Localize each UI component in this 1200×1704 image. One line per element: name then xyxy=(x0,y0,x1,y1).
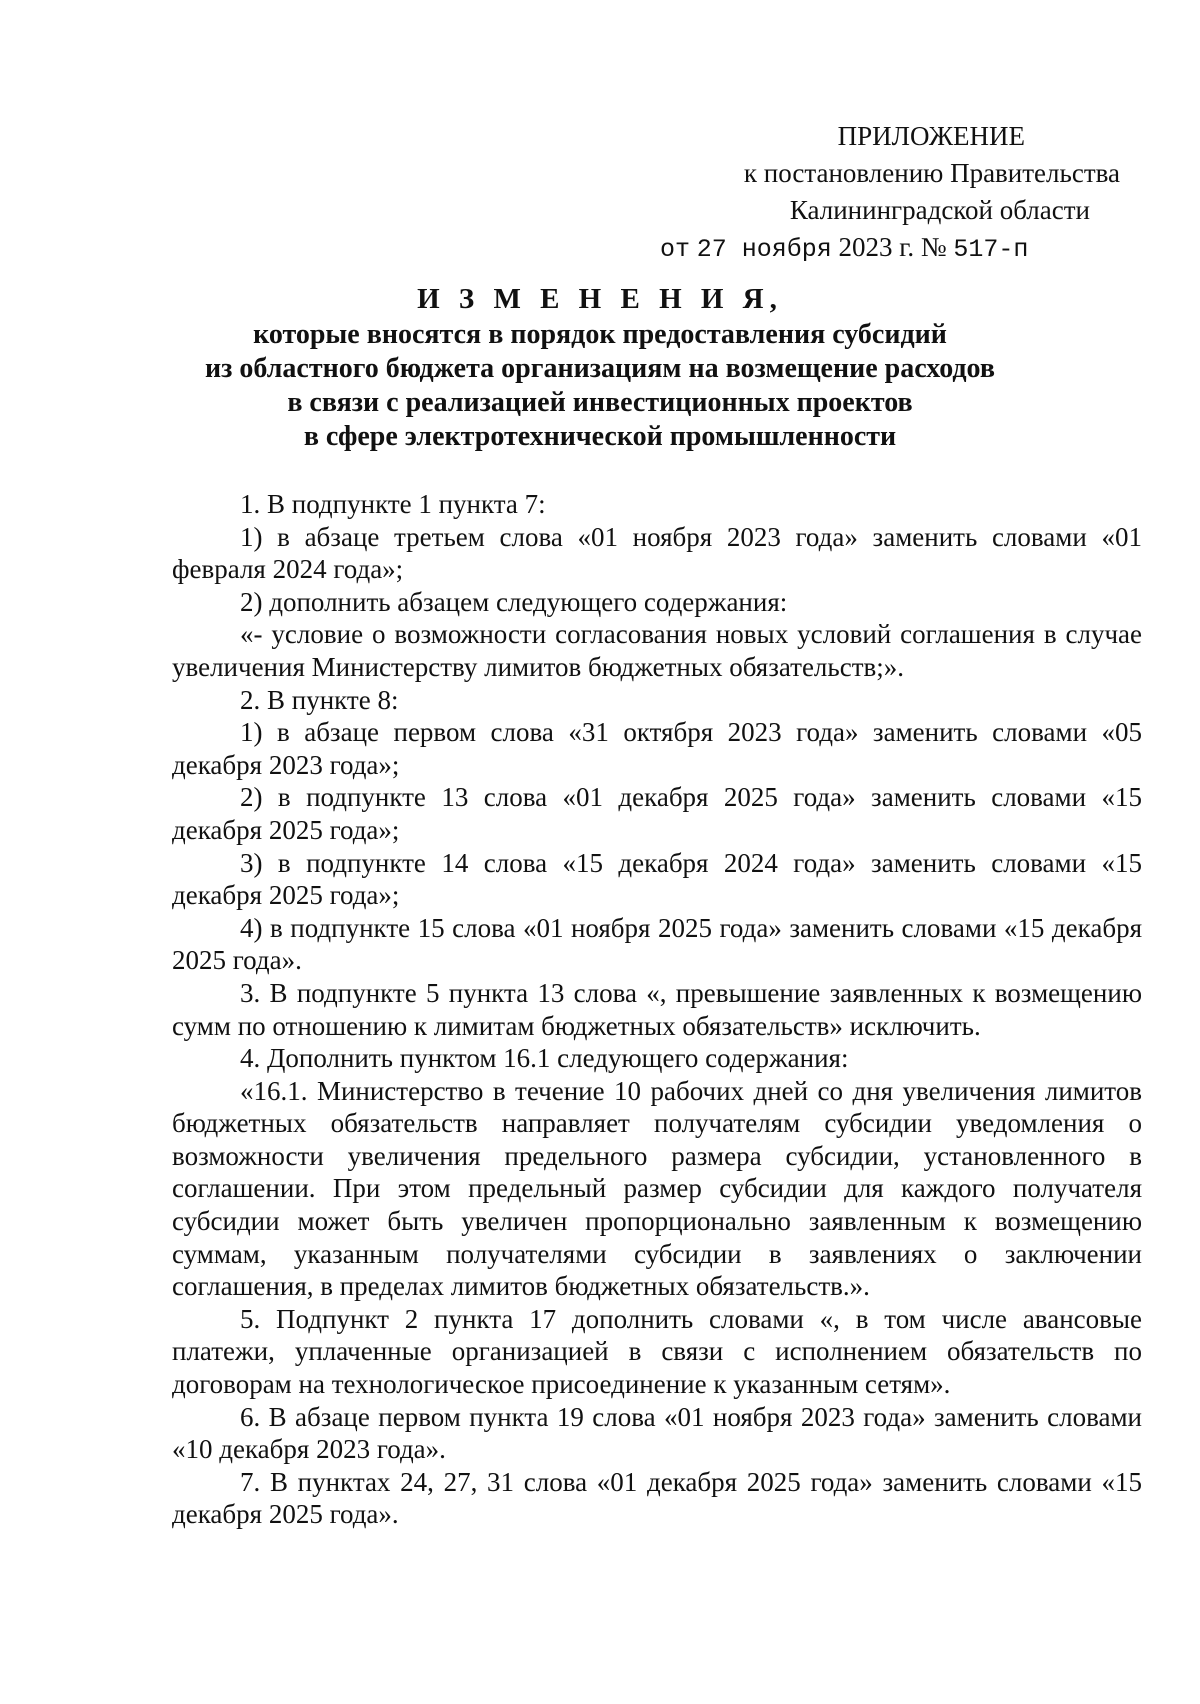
date-day-month: 27 ноября xyxy=(696,235,832,264)
paragraph-2-1: 1) в абзаце первом слова «31 октября 2023 года» заменить словами «05 декабря 2023 года»; xyxy=(172,717,1142,780)
paragraph-2-3: 3) в подпункте 14 слова «15 декабря 2024 года» заменить словами «15 декабря 2025 года»; xyxy=(172,847,1142,911)
paragraph-7: 7. В пунктах 24, 27, 31 слова «01 декабря 2025 года» заменить словами «15 декабря 2025 года». xyxy=(172,1466,1142,1530)
paragraph-6: 6. В абзаце первом пункта 19 слова «01 ноября 2023 года» заменить словами «10 декабря 2023 года». xyxy=(172,1401,1142,1465)
paragraph-2: 2. В пункте 8: xyxy=(240,684,399,715)
appendix-title: ПРИЛОЖЕНИЕ xyxy=(837,121,1025,151)
document-title xyxy=(0,282,1200,454)
date-prefix: от xyxy=(660,235,691,264)
appendix-line-resolution: к постановлению Правительства xyxy=(743,158,1120,188)
appendix-header xyxy=(600,118,1120,268)
document-body xyxy=(172,488,1142,1531)
appendix-date-line xyxy=(660,229,1120,268)
title-line-3: в связи с реализацией инвестиционных проектов xyxy=(287,387,913,418)
paragraph-5: 5. Подпункт 2 пункта 17 дополнить словами «, в том числе авансовые платежи, уплаченные организацией в связи с исполнением обязательств по договорам на технологическое присоединение к указанным сетям». xyxy=(172,1303,1142,1400)
paragraph-1-2-quote: «- условие о возможности согласования новых условий соглашения в случае увеличения Министерству лимитов бюджетных обязательств;». xyxy=(172,619,1142,682)
paragraph-2-4: 4) в подпункте 15 слова «01 ноября 2025 года» заменить словами «15 декабря 2025 года». xyxy=(172,912,1142,976)
paragraph-4: 4. Дополнить пунктом 16.1 следующего содержания: xyxy=(240,1043,849,1074)
paragraph-2-2: 2) в подпункте 13 слова «01 декабря 2025 года» заменить словами «15 декабря 2025 года»; xyxy=(172,782,1142,845)
document-number: 517-п xyxy=(953,235,1029,264)
title-main: И З М Е Н Е Н И Я, xyxy=(417,283,783,315)
paragraph-1: 1. В подпункте 1 пункта 7: xyxy=(240,489,546,519)
paragraph-1-2: 2) дополнить абзацем следующего содержания: xyxy=(240,586,788,617)
title-line-4: в сфере электротехнической промышленности xyxy=(303,421,897,452)
paragraph-3: 3. В подпункте 5 пункта 13 слова «, превышение заявленных к возмещению сумм по отношению к лимитам бюджетных обязательств» исключить. xyxy=(172,977,1142,1041)
title-line-2: из областного бюджета организациям на возмещение расходов xyxy=(205,353,995,384)
paragraph-4-quote: «16.1. Министерство в течение 10 рабочих дней со дня увеличения лимитов бюджетных обязательств направляет получателям субсидии уведомления о возможности увеличения предельного размера субсидии, установленного в соглашении. При этом предельный размер субсидии для каждого получателя субсидии может быть увеличен пропорционально заявленным к возмещению суммам, указанным получателями субсидии в заявлениях о заключении соглашения, в пределах лимитов бюджетных обязательств.». xyxy=(172,1075,1142,1302)
date-year: 2023 г. № xyxy=(838,232,947,262)
appendix-line-region: Калининградской области xyxy=(789,195,1090,225)
paragraph-1-1: 1) в абзаце третьем слова «01 ноября 2023 года» заменить словами «01 февраля 2024 года»; xyxy=(172,521,1142,585)
title-line-1: которые вносятся в порядок предоставления субсидий xyxy=(253,319,947,350)
